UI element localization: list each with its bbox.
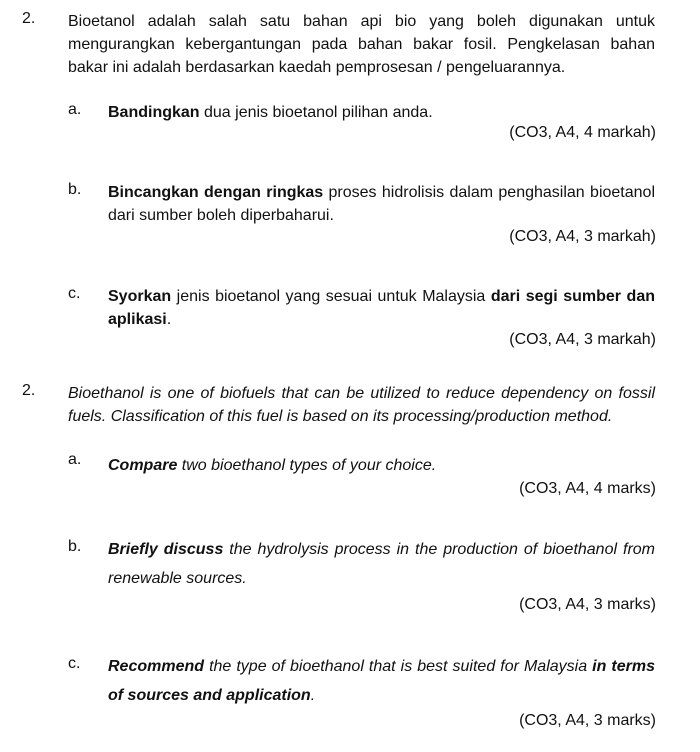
part-b-text [108, 181, 655, 227]
question-number: 2. [22, 10, 36, 27]
part-c-rest: the type of bioethanol that is best suited for Malaysia [204, 658, 593, 675]
part-c-keyword: Syorkan [108, 288, 172, 305]
part-c-letter: c. [68, 285, 81, 302]
part-b-rest: proses hidrolisis dalam penghasilan bioetanol dari sumber boleh diperbaharui. [108, 184, 655, 224]
part-a-keyword: Bandingkan [108, 104, 200, 121]
part-c-emphasis: dari segi sumber dan aplikasi [108, 288, 656, 328]
part-c-text [108, 285, 655, 331]
part-c-text [108, 652, 655, 710]
part-a-text [108, 101, 655, 124]
part-a-letter: a. [68, 451, 82, 468]
part-a-text [108, 451, 655, 480]
part-c-rest: jenis bioetanol yang sesuai untuk Malaysia [171, 288, 491, 305]
part-a-rest: dua jenis bioetanol pilihan anda. [199, 104, 433, 121]
part-a-letter: a. [68, 101, 82, 118]
part-b-text [108, 535, 655, 593]
part-c-end: . [310, 687, 316, 704]
part-b-keyword: Briefly discuss [108, 541, 224, 558]
part-c-marks: (CO3, A4, 3 markah) [509, 331, 656, 348]
part-b-letter: b. [68, 538, 82, 555]
part-c-letter: c. [68, 655, 81, 672]
question-intro: Bioethanol is one of biofuels that can be utilized to reduce dependency on fossil fuels. Classification of this fuel is based on its processing/production method. [68, 385, 655, 425]
part-c-keyword: Recommend [108, 658, 205, 675]
question-intro: Bioetanol adalah salah satu bahan api bio yang boleh digunakan untuk mengurangkan kebergantungan pada bahan bakar fosil. Pengkelasan bahan bakar ini adalah berdasarkan kaedah pemprosesan / pengeluarannya. [68, 13, 655, 76]
part-c-end: . [166, 311, 172, 328]
part-a-marks: (CO3, A4, 4 markah) [509, 124, 656, 141]
part-a-marks: (CO3, A4, 4 marks) [519, 480, 656, 497]
question-number: 2. [22, 382, 36, 399]
part-b-marks: (CO3, A4, 3 marks) [519, 596, 656, 613]
part-c-emphasis: in terms of sources and application [108, 658, 655, 704]
part-b-keyword: Bincangkan dengan ringkas [108, 184, 324, 201]
part-a-rest: two bioethanol types of your choice. [177, 457, 437, 474]
part-c-marks: (CO3, A4, 3 marks) [519, 712, 656, 729]
part-b-rest: the hydrolysis process in the production of bioethanol from renewable sources. [108, 541, 655, 587]
part-b-letter: b. [68, 181, 82, 198]
part-a-keyword: Compare [108, 457, 178, 474]
part-b-marks: (CO3, A4, 3 markah) [509, 228, 656, 245]
